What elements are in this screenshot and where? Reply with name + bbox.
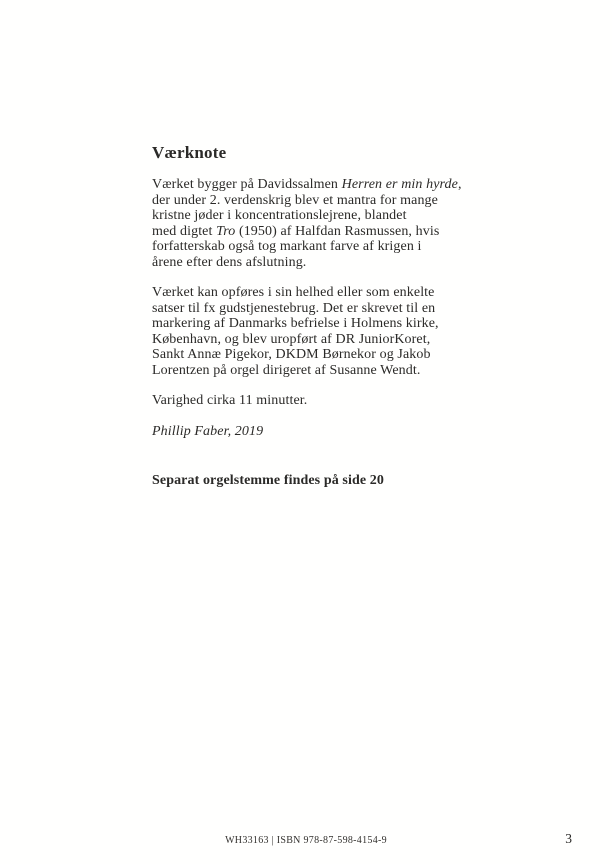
text-line: Sankt Annæ Pigekor, DKDM Børnekor og Jakob [152, 347, 431, 362]
organ-part-note [152, 473, 496, 489]
text-line: der under 2. verdenskrig blev et mantra for mange [152, 192, 438, 208]
text-line: Separat orgelstemme findes på side 20 [152, 473, 384, 488]
text-line: Værket bygger på Davidssalmen Herren er min hyrde, [152, 177, 462, 192]
page-number: 3 [565, 831, 572, 846]
text-line: Lorentzen på orgel dirigeret af Susanne Wendt. [152, 362, 421, 378]
text-line: kristne jøder i koncentrationslejrene, blandet [152, 208, 407, 223]
text-line: Phillip Faber, 2019 [152, 423, 264, 439]
text-line: satser til fx gudstjenestebrug. Det er skrevet til en [152, 300, 436, 316]
paragraph [152, 285, 496, 378]
text-line: forfatterskab også tog markant farve af krigen i [152, 239, 422, 254]
text-line: København, og blev uropført af DR JuniorKoret, [152, 331, 431, 347]
paragraph [152, 424, 496, 440]
work-note [152, 143, 496, 489]
text-line: markering af Danmarks befrielse i Holmens kirke, [152, 316, 439, 331]
paragraph [152, 177, 496, 270]
footer-imprint: WH33163 | ISBN 978-87-598-4154-9 [225, 835, 387, 846]
text-line: Værket kan opføres i sin helhed eller som enkelte [152, 285, 435, 300]
work-note-heading: Værknote [152, 143, 227, 162]
work-note-body [152, 177, 496, 489]
paragraph [152, 393, 496, 409]
text-line: Varighed cirka 11 minutter. [152, 393, 308, 408]
text-line: årene efter dens afslutning. [152, 254, 307, 270]
text-line: med digtet Tro (1950) af Halfdan Rasmussen, hvis [152, 223, 440, 239]
